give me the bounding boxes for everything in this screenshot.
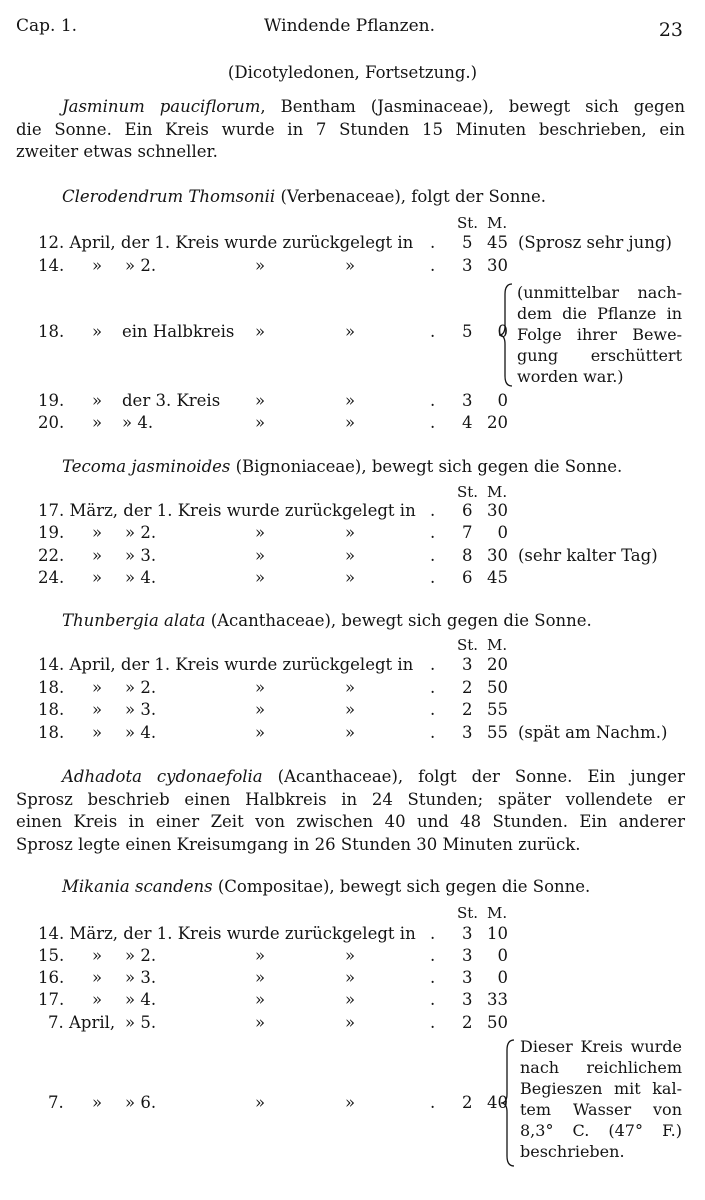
ditto-mark: »: [92, 391, 103, 410]
ditto-mark: »: [92, 1093, 103, 1112]
leader-dot: .: [430, 501, 436, 520]
jasminum-paragraph: Jasminum pauciflorum, Bentham (Jasminaceae), bewegt sich gegen die Sonne. Ein Kreis wurde in 7 Stunden 15 Minuten beschrieben, ein zweiter etwas schneller.: [16, 97, 685, 161]
row-circle: » 3.: [125, 968, 157, 987]
hours-value: 3: [462, 990, 473, 1009]
leader-dot: .: [430, 990, 436, 1009]
ditto-mark: »: [345, 990, 356, 1009]
row-date: 14. April, der 1. Kreis wurde zurückgelegt in: [38, 655, 414, 674]
leader-dot: .: [430, 655, 436, 674]
leader-dot: .: [430, 546, 436, 565]
minutes-column-header: M.: [487, 636, 508, 654]
row-circle: » 4.: [125, 990, 157, 1009]
ditto-mark: »: [345, 678, 356, 697]
ditto-mark: »: [92, 256, 103, 275]
hours-value: 3: [462, 256, 473, 275]
minutes-column-header: M.: [487, 214, 508, 232]
row-date: 18.: [38, 723, 65, 742]
row-date: 12. April, der 1. Kreis wurde zurückgelegt in: [38, 233, 414, 252]
row-circle: » 5.: [125, 1013, 157, 1032]
ditto-mark: »: [255, 1013, 266, 1032]
leader-dot: .: [430, 924, 436, 943]
row-circle: » 2.: [125, 523, 157, 542]
ditto-mark: »: [92, 946, 103, 965]
hours-value: 3: [462, 968, 473, 987]
hours-value: 2: [462, 678, 473, 697]
ditto-mark: »: [255, 413, 266, 432]
table-row: [0, 568, 705, 590]
hours-value: 3: [462, 924, 473, 943]
curly-brace-icon: [498, 282, 514, 388]
adhadota-paragraph: Adhadota cydonaefolia (Acanthaceae), folgt der Sonne. Ein junger Sprosz beschrieb einen Halbkreis in 24 Stunden; später vollendete er einen Kreis in einer Zeit von zwischen 40 und 48 Stunden. Ein anderer Sprosz legte einen Kreisumgang in 26 Stunden 30 Minuten zurück.: [16, 767, 685, 854]
ditto-mark: »: [92, 678, 103, 697]
row-date: 14. März, der 1. Kreis wurde zurückgelegt in: [38, 924, 416, 943]
ditto-mark: »: [92, 413, 103, 432]
hours-value: 4: [462, 413, 473, 432]
species-name: Mikania scandens: [62, 877, 213, 896]
table-row: [0, 678, 705, 700]
minutes-value: 55: [487, 723, 508, 742]
table-row: [0, 968, 705, 990]
ditto-mark: »: [255, 546, 266, 565]
ditto-mark: »: [345, 1013, 356, 1032]
ditto-mark: »: [255, 322, 266, 341]
minutes-value: 0: [497, 322, 508, 341]
row-date: 16.: [38, 968, 65, 987]
minutes-column-header: M.: [487, 904, 508, 922]
hours-column-header: St.: [457, 636, 479, 654]
running-title: Windende Pflanzen.: [263, 16, 436, 36]
clerodendrum-heading: Clerodendrum Thomsonii (Verbenaceae), folgt der Sonne.: [62, 187, 546, 206]
row-circle: » 2.: [125, 256, 157, 275]
minutes-value: 50: [487, 1013, 508, 1032]
ditto-mark: »: [255, 256, 266, 275]
ditto-mark: »: [255, 1093, 266, 1112]
ditto-mark: »: [345, 946, 356, 965]
ditto-mark: »: [92, 990, 103, 1009]
leader-dot: .: [430, 700, 436, 719]
row-date: 19.: [38, 391, 65, 410]
ditto-mark: »: [255, 946, 266, 965]
row-date: 17. März, der 1. Kreis wurde zurückgelegt in: [38, 501, 416, 520]
minutes-value: 55: [487, 700, 508, 719]
hours-value: 3: [462, 723, 473, 742]
leader-dot: .: [430, 568, 436, 587]
ditto-mark: »: [345, 968, 356, 987]
hours-value: 2: [462, 1093, 473, 1112]
minutes-value: 0: [497, 946, 508, 965]
minutes-value: 30: [487, 501, 508, 520]
row-date: 14.: [38, 256, 65, 275]
row-date: 22.: [38, 546, 65, 565]
ditto-mark: »: [255, 723, 266, 742]
row-date: 18.: [38, 678, 65, 697]
minutes-value: 0: [497, 968, 508, 987]
minutes-value: 33: [487, 990, 508, 1009]
ditto-mark: »: [255, 678, 266, 697]
hours-column-header: St.: [457, 214, 479, 232]
ditto-mark: »: [345, 1093, 356, 1112]
minutes-value: 20: [487, 655, 508, 674]
table-row: [0, 501, 705, 523]
leader-dot: .: [430, 322, 436, 341]
row-circle: » 4.: [122, 413, 154, 432]
table-row: [0, 413, 705, 435]
clerodendrum-side-note: (unmittelbar nach- dem die Pflanze in Folge ihrer Bewe- gung erschüttert worden war.): [517, 283, 682, 386]
hours-value: 2: [462, 1013, 473, 1032]
table-row: [0, 990, 705, 1012]
ditto-mark: »: [345, 700, 356, 719]
row-note: (Sprosz sehr jung): [518, 233, 672, 252]
thunbergia-heading: Thunbergia alata (Acanthaceae), bewegt sich gegen die Sonne.: [62, 611, 592, 630]
page-header: [16, 16, 683, 44]
table-row: [0, 723, 705, 745]
hours-value: 5: [462, 322, 473, 341]
leader-dot: .: [430, 968, 436, 987]
row-note: (spät am Nachm.): [518, 723, 668, 742]
leader-dot: .: [430, 233, 436, 252]
ditto-mark: »: [92, 546, 103, 565]
row-date: 17.: [38, 990, 65, 1009]
table-row: [0, 700, 705, 722]
leader-dot: .: [430, 391, 436, 410]
curly-brace-icon: [500, 1038, 516, 1168]
ditto-mark: »: [345, 723, 356, 742]
ditto-mark: »: [92, 700, 103, 719]
table-row: [0, 1013, 705, 1035]
row-circle: der 3. Kreis: [122, 391, 221, 410]
chapter-label: Cap. 1.: [16, 16, 78, 36]
ditto-mark: »: [255, 968, 266, 987]
minutes-value: 0: [497, 391, 508, 410]
row-circle: » 3.: [125, 546, 157, 565]
minutes-value: 20: [487, 413, 508, 432]
table-row: [0, 256, 705, 278]
ditto-mark: »: [92, 322, 103, 341]
leader-dot: .: [430, 1093, 436, 1112]
row-date: 15.: [38, 946, 65, 965]
page-number: 23: [658, 19, 683, 41]
ditto-mark: »: [255, 990, 266, 1009]
minutes-value: 50: [487, 678, 508, 697]
table-row: [0, 391, 705, 413]
ditto-mark: »: [345, 391, 356, 410]
row-circle: » 6.: [125, 1093, 157, 1112]
minutes-value: 30: [487, 256, 508, 275]
section-subtitle: (Dicotyledonen, Fortsetzung.): [227, 63, 478, 82]
row-date: 24.: [38, 568, 65, 587]
hours-value: 6: [462, 568, 473, 587]
hours-value: 7: [462, 523, 473, 542]
row-circle: » 3.: [125, 700, 157, 719]
leader-dot: .: [430, 723, 436, 742]
ditto-mark: »: [255, 700, 266, 719]
row-date: 19.: [38, 523, 65, 542]
hours-column-header: St.: [457, 483, 479, 501]
leader-dot: .: [430, 413, 436, 432]
leader-dot: .: [430, 946, 436, 965]
hours-column-header: St.: [457, 904, 479, 922]
ditto-mark: »: [255, 391, 266, 410]
tecoma-heading: Tecoma jasminoides (Bignoniaceae), bewegt sich gegen die Sonne.: [62, 457, 623, 476]
row-date: 20.: [38, 413, 65, 432]
species-name: Tecoma jasminoides: [62, 457, 231, 476]
ditto-mark: »: [345, 413, 356, 432]
ditto-mark: »: [345, 256, 356, 275]
row-date: 18.: [38, 700, 65, 719]
ditto-mark: »: [92, 723, 103, 742]
hours-value: 5: [462, 233, 473, 252]
minutes-value: 10: [487, 924, 508, 943]
table-row: [0, 924, 705, 946]
row-date: 7. April,: [48, 1013, 116, 1032]
ditto-mark: »: [92, 523, 103, 542]
table-row: [0, 233, 705, 255]
hours-value: 3: [462, 655, 473, 674]
minutes-value: 45: [487, 568, 508, 587]
species-name: Clerodendrum Thomsonii: [62, 187, 276, 206]
row-circle: ein Halbkreis: [122, 322, 235, 341]
row-circle: » 2.: [125, 678, 157, 697]
ditto-mark: »: [92, 568, 103, 587]
leader-dot: .: [430, 678, 436, 697]
species-name: Adhadota cydonaefolia: [62, 767, 263, 786]
leader-dot: .: [430, 523, 436, 542]
ditto-mark: »: [345, 546, 356, 565]
leader-dot: .: [430, 256, 436, 275]
row-circle: » 4.: [125, 723, 157, 742]
species-name: Jasminum pauciflorum: [62, 97, 261, 116]
table-row: [0, 655, 705, 677]
table-row: [0, 523, 705, 545]
row-circle: » 2.: [125, 946, 157, 965]
ditto-mark: »: [345, 568, 356, 587]
hours-value: 2: [462, 700, 473, 719]
ditto-mark: »: [255, 523, 266, 542]
row-date: 7.: [48, 1093, 64, 1112]
hours-value: 6: [462, 501, 473, 520]
row-note: (sehr kalter Tag): [518, 546, 658, 565]
row-date: 18.: [38, 322, 65, 341]
minutes-value: 45: [487, 233, 508, 252]
table-row: [0, 946, 705, 968]
minutes-value: 0: [497, 523, 508, 542]
minutes-value: 40: [487, 1093, 508, 1112]
species-name: Thunbergia alata: [62, 611, 206, 630]
hours-value: 3: [462, 946, 473, 965]
hours-value: 3: [462, 391, 473, 410]
row-circle: » 4.: [125, 568, 157, 587]
minutes-value: 30: [487, 546, 508, 565]
leader-dot: .: [430, 1013, 436, 1032]
ditto-mark: »: [92, 968, 103, 987]
ditto-mark: »: [255, 568, 266, 587]
minutes-column-header: M.: [487, 483, 508, 501]
mikania-heading: Mikania scandens (Compositae), bewegt sich gegen die Sonne.: [62, 877, 591, 896]
mikania-side-note: Dieser Kreis wurde nach reichlichem Begieszen mit kal- tem Wasser von 8,3° C. (47° F.) beschrieben.: [520, 1037, 682, 1161]
hours-value: 8: [462, 546, 473, 565]
table-row: [0, 546, 705, 568]
ditto-mark: »: [345, 322, 356, 341]
ditto-mark: »: [345, 523, 356, 542]
